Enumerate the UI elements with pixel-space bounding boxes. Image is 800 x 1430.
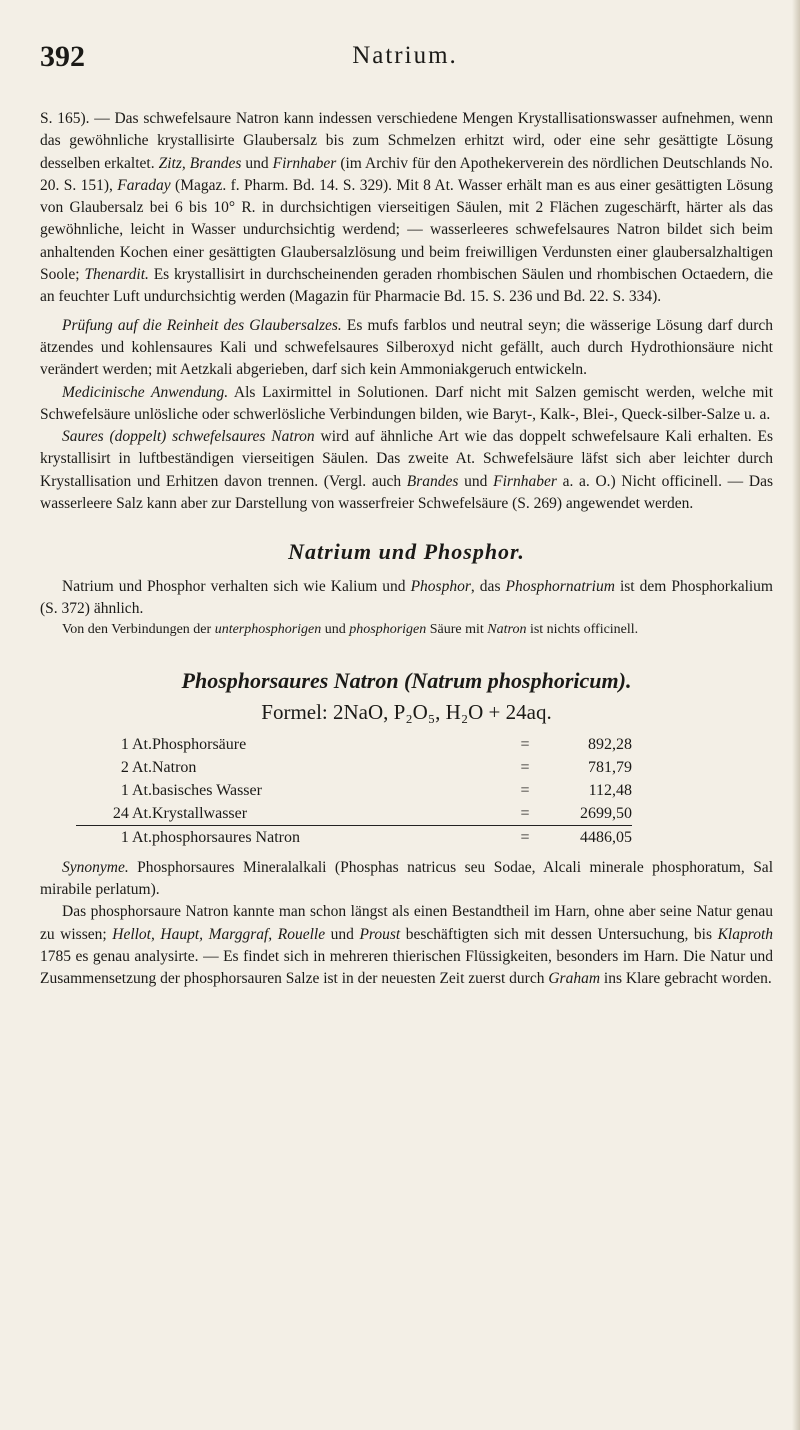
page-edge-shadow — [792, 0, 800, 1430]
paragraph-crystal-water: S. 165). — Das schwefelsaure Natron kann indessen verschiedene Mengen Krystallisationswasser aufnehmen, wenn das gewöhnliche krystallisirte Glaubersalz bis zum Schmelzen erhitzt wird, oder eine sehr gesättigte Lösung desselben erkaltet. Zitz, Brandes und Firnhaber (im Archiv für den Apothekerverein des nördlichen Deutschlands No. 20. S. 151), Faraday (Magaz. f. Pharm. Bd. 14. S. 329). Mit 8 At. Wasser erhält man es aus einer gesättigten Lösung von Glaubersalz bei 6 bis 10° R. in durchsichtigen vierseitigen Säulen, mit 2 Flächen zugeschärft, härter als das gewöhnliche, leicht in Wasser undurchsichtig werdend; — wasserleeres schwefelsaures Natron bildet sich beim anhaltenden Kochen einer gesättigten Glaubersalzlösung und beim freiwilligen Verdunsten einer glaubersalzhaltigen Soole; Thenardit. Es krystallisirt in durchscheinenden geraden rhombischen Säulen und rhombischen Octaedern, die an feuchter Luft undurchsichtig werden (Magazin für Pharmacie Bd. 15. S. 236 und Bd. 22. S. 334). — [40, 110, 773, 306]
paragraph-not-officinal: Von den Verbindungen der unterphosphorigen und phosphorigen Säure mit Natron ist nichts officinell. — [62, 622, 639, 638]
running-head: Natrium. — [352, 42, 458, 69]
paragraph-purity-test: Prüfung auf die Reinheit des Glaubersalzes. Es mufs farblos und neutral seyn; die wässerige Lösung darf durch ätzendes und kohlensaures Kali und schwefelsaures Silberoxyd nicht gefällt, auch durch Hydrothionsäure nicht verändert werden; mit Aetzkali abgerieben, darf sich kein Ammoniakgeruch entwickeln. — [40, 316, 773, 379]
table-row: 1 At. Phosphorsäure = 892,28 — [120, 735, 632, 753]
paragraph-history: Das phosphorsaure Natron kannte man schon längst als einen Bestandtheil im Harn, ohne aber seine Natur genau zu wissen; Hellot, Haupt, Marggraf, Rouelle und Proust beschäftigten sich mit dessen Untersuchung, bis Klaproth 1785 es genau analysirte. — Es findet sich in mehreren thierischen Flüssigkeiten, besonders im Harn. Die Natur und Zusammensetzung der phosphorsauren Salze ist in der neuesten Zeit zuerst durch Graham ins Klare gebracht worden. — [40, 903, 774, 988]
table-row: 1 At. basisches Wasser = 112,48 — [120, 781, 632, 799]
page-header — [40, 40, 770, 80]
paragraph-synonyms: Synonyme. Phosphorsaures Mineralalkali (Phosphas natricus seu Sodae, Alcali minerale phosphoratum, Sal mirabile perlatum). — [40, 858, 773, 899]
table-total-row: 1 At. phosphorsaures Natron = 4486,05 — [76, 825, 632, 849]
composition-table — [76, 733, 632, 849]
compound-formula: Formel: 2NaO, P₂O₅, H₂O + 24aq. — [261, 699, 552, 724]
table-row: 2 At. Natron = 781,79 — [120, 758, 632, 776]
compound-title: Phosphorsaures Natron (Natrum phosphoricum). — [181, 668, 632, 694]
page-number: 392 — [40, 40, 85, 73]
paragraph-medical-use: Medicinische Anwendung. Als Laxirmittel in Solutionen. Darf nicht mit Salzen gemischt werden, welche mit Schwefelsäure unlösliche oder schwerlösliche Verbindungen bilden, wie Baryt-, Kalk-, Blei-, Queck-silber-Salze u. a. — [40, 383, 773, 423]
page-body — [40, 108, 773, 991]
table-row: 24 At. Krystallwasser = 2699,50 — [112, 804, 632, 822]
paragraph-natrium-phosphor: Natrium und Phosphor verhalten sich wie Kalium und Phosphor, das Phosphornatrium ist dem Phosphorkalium (S. 372) ähnlich. — [40, 577, 773, 617]
paragraph-acid-sulfate: Saures (doppelt) schwefelsaures Natron wird auf ähnliche Art wie das doppelt schwefelsaure Kali erhalten. Es krystallisirt in luftbeständigen vierseitigen Säulen. Das zweite At. Schwefelsäure läfst sich aber leichter durch Krystallisation und Erhitzen davon trennen. (Vergl. auch Brandes und Firnhaber a. a. O.) Nicht officinell. — Das wasserleere Salz kann aber zur Darstellung von wasserfreier Schwefelsäure (S. 269) angewendet werden. — [40, 428, 774, 513]
section-title: Natrium und Phosphor. — [288, 539, 525, 565]
